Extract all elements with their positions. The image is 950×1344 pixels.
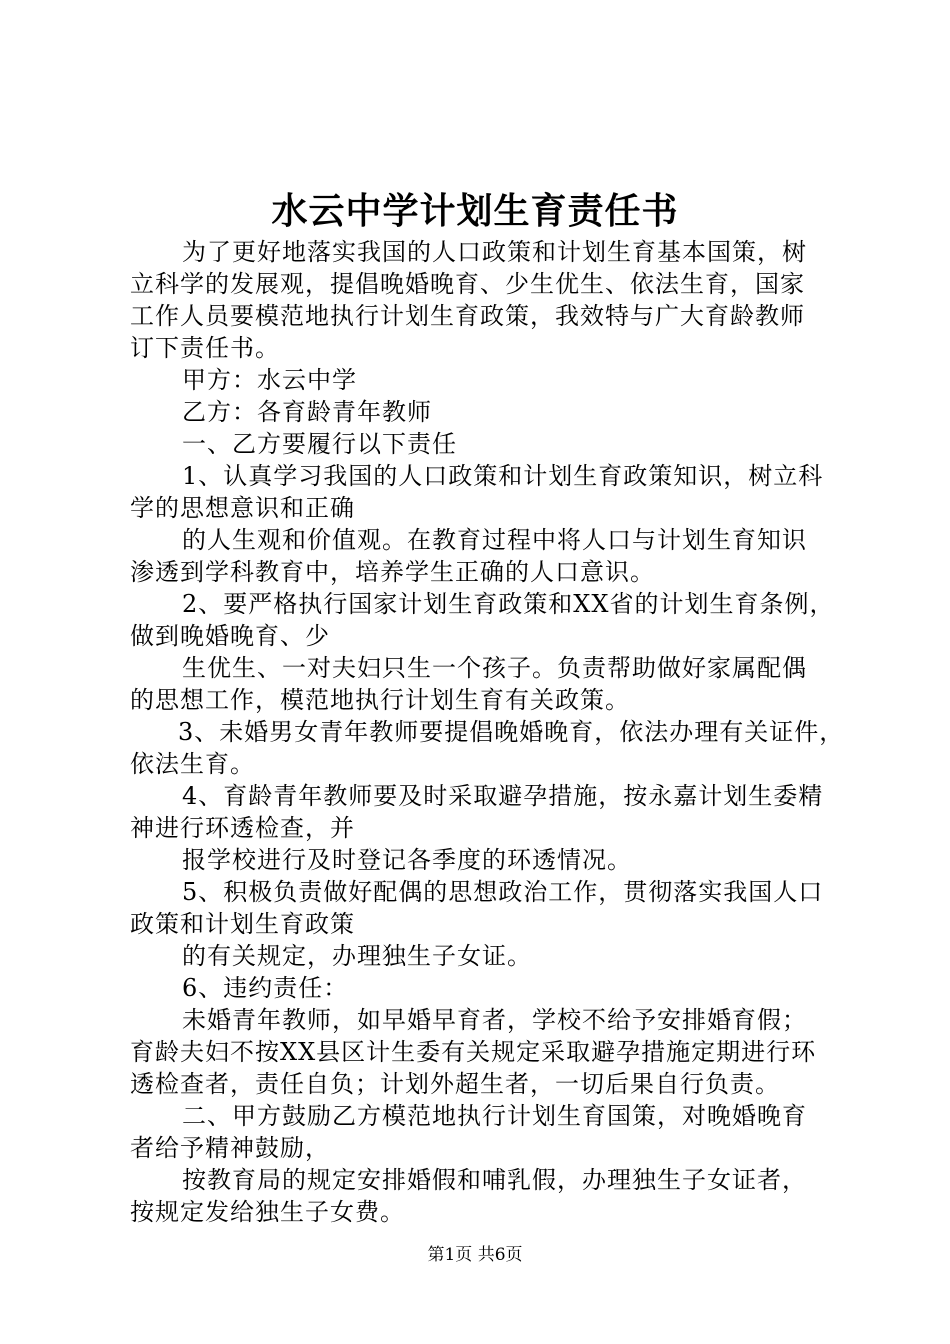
document-title: 水云中学计划生育责任书 bbox=[271, 190, 679, 232]
body-line: 4、育龄青年教师要及时采取避孕措施，按永嘉计划生委精 bbox=[182, 782, 824, 810]
body-line: 未婚青年教师，如早婚早育者，学校不给予安排婚育假； bbox=[182, 1006, 807, 1034]
party-a-line: 甲方：水云中学 bbox=[182, 366, 357, 394]
body-line: 为了更好地落实我国的人口政策和计划生育基本国策，树 bbox=[182, 238, 807, 266]
body-line: 的思想工作，模范地执行计划生育有关政策。 bbox=[130, 686, 630, 714]
body-line: 渗透到学科教育中，培养学生正确的人口意识。 bbox=[130, 558, 655, 586]
body-line: 二、甲方鼓励乙方模范地执行计划生育国策，对晚婚晚育 bbox=[182, 1102, 807, 1130]
body-line: 依法生育。 bbox=[130, 750, 255, 778]
body-line: 的有关规定，办理独生子女证。 bbox=[182, 942, 532, 970]
party-b-line: 乙方：各育龄青年教师 bbox=[182, 398, 432, 426]
body-line: 的人生观和价值观。在教育过程中将人口与计划生育知识 bbox=[182, 526, 807, 554]
body-line: 报学校进行及时登记各季度的环透情况。 bbox=[182, 846, 632, 874]
body-line: 政策和计划生育政策 bbox=[130, 910, 355, 938]
page-footer: 第1页 共6页 bbox=[427, 1245, 523, 1265]
body-line: 2、要严格执行国家计划生育政策和XX省的计划生育条例， bbox=[182, 590, 835, 618]
section-heading: 6、违约责任： bbox=[182, 974, 349, 1002]
body-line: 1、认真学习我国的人口政策和计划生育政策知识，树立科 bbox=[182, 462, 824, 490]
body-line: 订下责任书。 bbox=[130, 334, 280, 362]
body-line: 者给予精神鼓励， bbox=[130, 1134, 330, 1162]
body-line: 做到晚婚晚育、少 bbox=[130, 622, 330, 650]
body-line: 立科学的发展观，提倡晚婚晚育、少生优生、依法生育，国家 bbox=[130, 270, 805, 298]
body-line: 按教育局的规定安排婚假和哺乳假，办理独生子女证者， bbox=[182, 1166, 807, 1194]
body-line: 工作人员要模范地执行计划生育政策，我效特与广大育龄教师 bbox=[130, 302, 805, 330]
body-line: 神进行环透检查，并 bbox=[130, 814, 355, 842]
body-line: 5、积极负责做好配偶的思想政治工作，贯彻落实我国人口 bbox=[182, 878, 824, 906]
body-line: 3、未婚男女青年教师要提倡晚婚晚育，依法办理有关证件， bbox=[178, 718, 845, 746]
body-line: 学的思想意识和正确 bbox=[130, 494, 355, 522]
body-line: 育龄夫妇不按XX县区计生委有关规定采取避孕措施定期进行环 bbox=[130, 1038, 817, 1066]
body-line: 透检查者，责任自负；计划外超生者，一切后果自行负责。 bbox=[130, 1070, 780, 1098]
section-heading: 一、乙方要履行以下责任 bbox=[182, 430, 457, 458]
body-line: 生优生、一对夫妇只生一个孩子。负责帮助做好家属配偶 bbox=[182, 654, 807, 682]
body-line: 按规定发给独生子女费。 bbox=[130, 1198, 405, 1226]
